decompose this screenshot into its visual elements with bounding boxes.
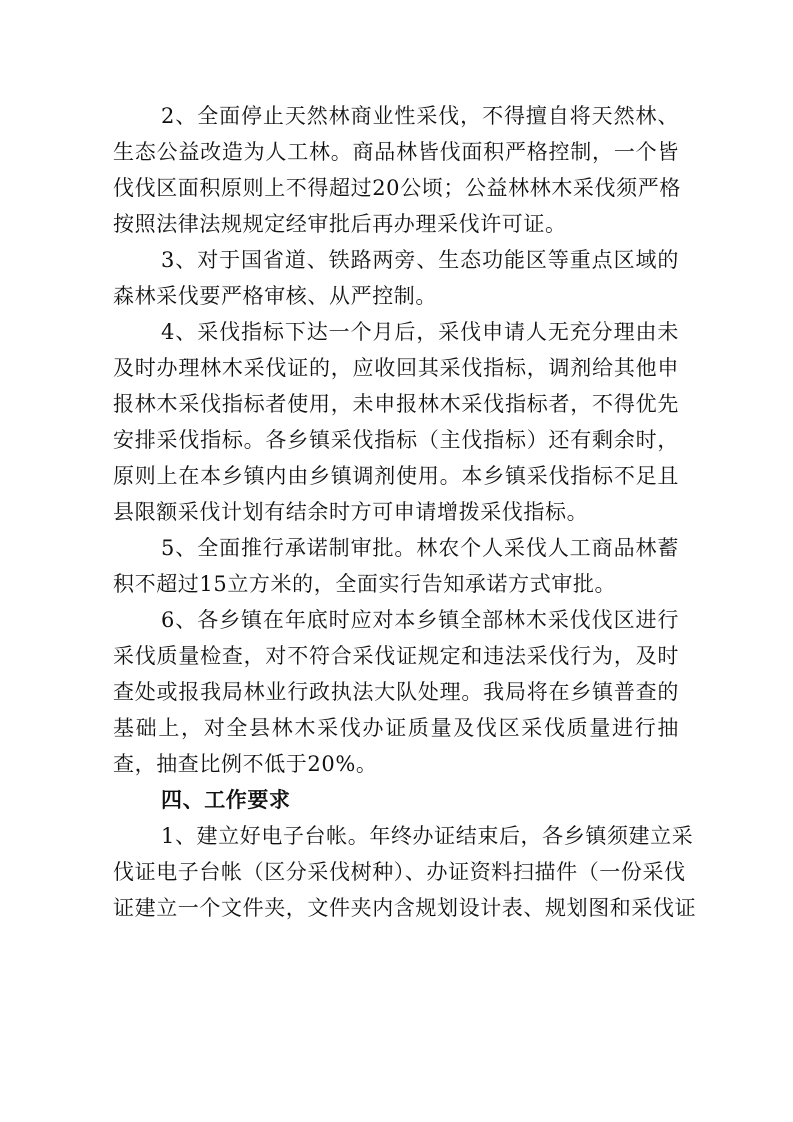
text-line: 森林采伐要严格审核、从严控制。: [113, 284, 437, 308]
text-line: 证建立一个文件夹，文件夹内含规划设计表、规划图和采伐证: [113, 896, 697, 920]
text-line: 查处或报我局林业行政执法大队处理。我局将在乡镇普查的: [113, 680, 679, 704]
text-line: 5、全面推行承诺制审批。林农个人采伐人工商品林蓄: [161, 536, 679, 560]
text-line: 2、全面停止天然林商业性采伐，不得擅自将天然林、: [161, 104, 679, 128]
text-line: 伐伐区面积原则上不得超过20公顷；公益林林木采伐须严格: [113, 176, 681, 200]
paragraph-item-3: [113, 242, 679, 314]
paragraph-item-2: [113, 98, 679, 242]
text-line: 安排采伐指标。各乡镇采伐指标（主伐指标）还有剩余时，: [113, 428, 679, 452]
text-line: 6、各乡镇在年底时应对本乡镇全部林木采伐伐区进行: [161, 608, 679, 632]
document-body: [113, 98, 697, 926]
text-line: 生态公益改造为人工林。商品林皆伐面积严格控制，一个皆: [113, 140, 679, 164]
text-line: 4、采伐指标下达一个月后，采伐申请人无充分理由未: [161, 320, 679, 344]
text-line: 1、建立好电子台帐。年终办证结束后，各乡镇须建立采: [161, 824, 694, 848]
text-line: 3、对于国省道、铁路两旁、生态功能区等重点区域的: [161, 248, 679, 272]
paragraph-item-4: [113, 314, 679, 530]
heading-text: 四、工作要求: [161, 788, 291, 812]
text-line: 伐证电子台帐（区分采伐树种）、办证资料扫描件（一份采伐: [113, 860, 686, 884]
paragraph-item-6: [113, 602, 679, 782]
text-line: 积不超过15立方米的，全面实行告知承诺方式审批。: [113, 572, 617, 596]
text-line: 按照法律法规规定经审批后再办理采伐许可证。: [113, 212, 567, 236]
text-line: 报林木采伐指标者使用，未申报林木采伐指标者，不得优先: [113, 392, 679, 416]
section-heading-work-requirements: [113, 782, 679, 818]
text-line: 基础上，对全县林木采伐办证质量及伐区采伐质量进行抽: [113, 716, 679, 740]
paragraph-item-5: [113, 530, 679, 602]
paragraph-item-7: [113, 818, 697, 926]
text-line: 原则上在本乡镇内由乡镇调剂使用。本乡镇采伐指标不足且: [113, 464, 679, 488]
text-line: 查，抽查比例不低于20%。: [113, 752, 378, 776]
text-line: 县限额采伐计划有结余时方可申请增拨采伐指标。: [113, 500, 589, 524]
text-line: 采伐质量检查，对不符合采伐证规定和违法采伐行为，及时: [113, 644, 679, 668]
text-line: 及时办理林木采伐证的，应收回其采伐指标，调剂给其他申: [113, 356, 679, 380]
